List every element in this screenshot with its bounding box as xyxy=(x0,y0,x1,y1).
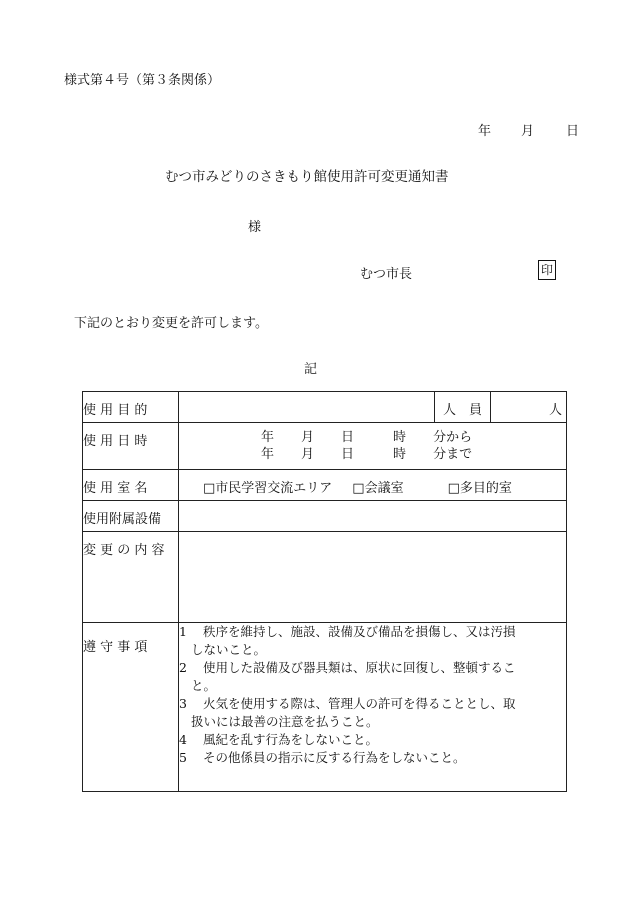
equipment-label: 使用附属設備 xyxy=(83,512,162,527)
persons-input[interactable] xyxy=(491,392,567,423)
form-number: 様式第４号（第３条関係） xyxy=(64,73,221,88)
purpose-input[interactable] xyxy=(179,392,435,423)
from-day: 日 xyxy=(341,430,355,445)
rules-list xyxy=(179,623,567,792)
ki-heading: 記 xyxy=(304,362,318,377)
rule-item xyxy=(179,749,566,767)
rule-item xyxy=(179,659,566,695)
row-datetime xyxy=(83,423,567,470)
from-hour: 時 xyxy=(393,430,407,445)
usage-form-table xyxy=(82,391,567,792)
change-label: 変 更 の 内 容 xyxy=(83,543,165,558)
row-purpose xyxy=(83,392,567,423)
equipment-label-cell xyxy=(83,501,179,532)
datetime-to-line xyxy=(179,446,566,463)
rule-item xyxy=(179,623,566,659)
intro-text: 下記のとおり変更を許可します。 xyxy=(74,316,268,331)
rule-item xyxy=(179,731,566,749)
rule-number: 5 xyxy=(179,750,187,765)
rule-text-continued: 扱いには最善の注意を払うこと。 xyxy=(191,714,379,729)
to-year: 年 xyxy=(261,447,275,462)
to-minute: 分まで xyxy=(433,447,473,462)
date-month: 月 xyxy=(521,124,535,139)
to-month: 月 xyxy=(301,447,315,462)
rule-text: 火気を使用する際は、管理人の許可を得ることとし、取 xyxy=(203,696,516,711)
date-line xyxy=(478,120,579,139)
issuer-name: むつ市長 xyxy=(360,267,413,282)
rules-label-cell xyxy=(83,623,179,792)
persons-label-cell xyxy=(435,392,491,423)
room-label-cell xyxy=(83,470,179,501)
purpose-label: 使 用 目 的 xyxy=(83,403,148,418)
date-day: 日 xyxy=(566,124,580,139)
datetime-from-line xyxy=(179,429,566,446)
room-option-learning-area[interactable]: □市民学習交流エリア xyxy=(203,481,333,496)
persons-unit: 人 xyxy=(548,403,562,418)
to-hour: 時 xyxy=(393,447,407,462)
date-year: 年 xyxy=(478,124,492,139)
datetime-label: 使 用 日 時 xyxy=(83,434,148,449)
rule-text-continued: と。 xyxy=(191,678,217,693)
row-room xyxy=(83,470,567,501)
persons-label: 人 員 xyxy=(442,403,482,418)
to-day: 日 xyxy=(341,447,355,462)
rule-text-continued: しないこと。 xyxy=(191,642,267,657)
rule-text: 使用した設備及び器具類は、原状に回復し、整頓するこ xyxy=(203,660,516,675)
purpose-label-cell xyxy=(83,392,179,423)
row-equipment xyxy=(83,501,567,532)
from-month: 月 xyxy=(301,430,315,445)
addressee-suffix: 様 xyxy=(248,220,262,235)
rule-text: その他係員の指示に反する行為をしないこと。 xyxy=(203,750,466,765)
datetime-label-cell xyxy=(83,423,179,470)
row-change xyxy=(83,532,567,623)
rule-text: 風紀を乱す行為をしないこと。 xyxy=(203,732,379,747)
equipment-input[interactable] xyxy=(179,501,567,532)
room-option-multipurpose-room[interactable]: □多目的室 xyxy=(447,481,512,496)
rule-text: 秩序を維持し、施設、設備及び備品を損傷し、又は汚損 xyxy=(203,624,516,639)
from-minute: 分から xyxy=(433,430,473,445)
change-label-cell xyxy=(83,532,179,623)
datetime-input[interactable] xyxy=(179,423,567,470)
seal-mark: 印 xyxy=(538,260,556,280)
rules-label: 遵 守 事 項 xyxy=(83,640,148,655)
document-title: むつ市みどりのさきもり館使用許可変更通知書 xyxy=(165,169,449,185)
from-year: 年 xyxy=(261,430,275,445)
room-label: 使 用 室 名 xyxy=(83,481,148,496)
change-input[interactable] xyxy=(179,532,567,623)
rule-number: 4 xyxy=(179,732,187,747)
room-option-meeting-room[interactable]: □会議室 xyxy=(352,481,404,496)
rule-number: 2 xyxy=(179,660,187,675)
room-options xyxy=(179,470,567,501)
rule-number: 3 xyxy=(179,696,187,711)
row-rules xyxy=(83,623,567,792)
rule-item xyxy=(179,695,566,731)
rule-number: 1 xyxy=(179,624,187,639)
